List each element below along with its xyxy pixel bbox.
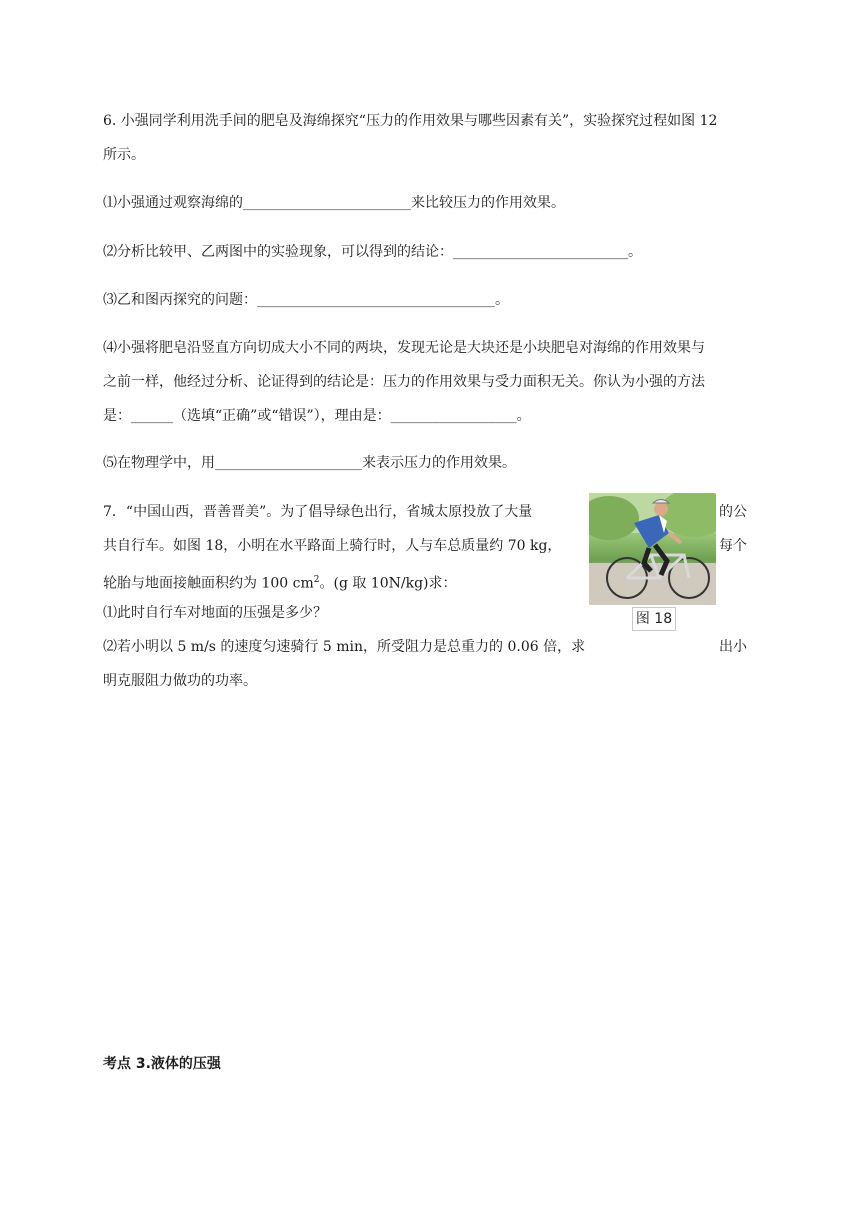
q7-sub1: ⑴此时自行车对地面的压强是多少？ <box>103 605 327 621</box>
q7-stem-line1-tail: 的公 <box>719 504 747 520</box>
q6-part4-line2: 之前一样，他经过分析、论证得到的结论是：压力的作用效果与受力面积无关。你认为小强的方法 <box>103 374 705 390</box>
figure-18-caption: 图 18 <box>632 607 676 631</box>
q7-stem-line2-tail: 每个 <box>719 538 747 554</box>
q6-part3: ⑶乙和图丙探究的问题：__________________________________。 <box>103 292 509 308</box>
q7-stem-line3-post: 。(g 取 10N/kg)求： <box>319 575 457 592</box>
q7-stem-line3 <box>103 570 457 594</box>
q7-sub2-line2: 明克服阻力做功的功率。 <box>103 673 257 689</box>
q6-part4-line1: ⑷小强将肥皂沿竖直方向切成大小不同的两块，发现无论是大块还是小块肥皂对海绵的作用效果与 <box>103 340 705 356</box>
q6-stem-line2: 所示。 <box>103 147 145 163</box>
q6-stem-line1: 6. 小强同学利用洗手间的肥皂及海绵探究“压力的作用效果与哪些因素有关”，实验探究过程如图 12 <box>103 113 718 129</box>
q7-stem-line1: 7．“中国山西，晋善晋美”。为了倡导绿色出行，省城太原投放了大量 <box>103 504 533 520</box>
section-heading: 考点 3.液体的压强 <box>103 1056 221 1072</box>
q7-sub2: ⑵若小明以 5 m/s 的速度匀速骑行 5 min，所受阻力是总重力的 0.06 倍，求 <box>103 639 586 655</box>
q7-sub2-tail: 出小 <box>719 639 747 655</box>
q6-part5: ⑸在物理学中，用_____________________来表示压力的作用效果。 <box>103 455 516 471</box>
q6-part4-line3: 是：______（选填“正确”或“错误”），理由是：__________________。 <box>103 408 531 424</box>
cyclist-photo <box>589 493 716 605</box>
q7-area-superscript: 2 <box>313 575 320 585</box>
q6-part2: ⑵分析比较甲、乙两图中的实验现象，可以得到的结论：_________________________。 <box>103 244 642 260</box>
q7-stem-line3-pre: 轮胎与地面接触面积约为 100 cm <box>103 575 314 592</box>
q6-part1: ⑴小强通过观察海绵的________________________来比较压力的作用效果。 <box>103 195 565 211</box>
q7-stem-line2: 共自行车。如图 18，小明在水平路面上骑行时，人与车总质量约 70 kg， <box>103 538 562 554</box>
